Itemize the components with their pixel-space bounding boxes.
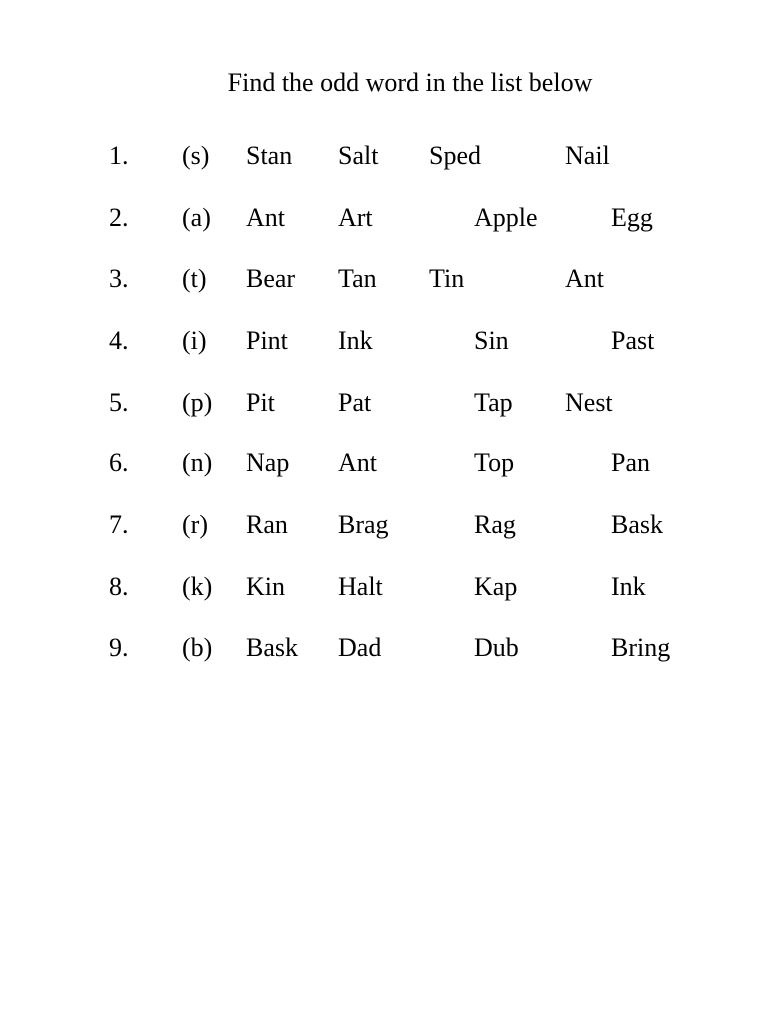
word-4: Past xyxy=(611,326,655,355)
word-1: Bask xyxy=(246,633,298,662)
word-2: Tan xyxy=(338,264,377,293)
word-4: Ink xyxy=(611,572,646,601)
word-3: Top xyxy=(474,448,515,477)
word-4: Egg xyxy=(611,203,653,232)
row-letter: (p) xyxy=(182,388,213,417)
word-4: Ant xyxy=(565,264,604,293)
row-number: 3. xyxy=(109,264,129,293)
word-1: Nap xyxy=(246,448,290,477)
exercise-row-2 xyxy=(0,201,768,235)
word-3: Kap xyxy=(474,572,518,601)
word-4: Bask xyxy=(611,510,663,539)
word-3: Rag xyxy=(474,510,516,539)
word-2: Pat xyxy=(338,388,372,417)
row-number: 1. xyxy=(109,141,129,170)
row-letter: (n) xyxy=(182,448,213,477)
word-4: Nail xyxy=(565,141,610,170)
row-number: 9. xyxy=(109,633,129,662)
word-4: Nest xyxy=(565,388,613,417)
row-number: 7. xyxy=(109,510,129,539)
row-letter: (k) xyxy=(182,572,213,601)
word-1: Pint xyxy=(246,326,288,355)
word-2: Salt xyxy=(338,141,379,170)
row-number: 2. xyxy=(109,203,129,232)
exercise-row-1 xyxy=(0,139,768,173)
word-2: Halt xyxy=(338,572,383,601)
row-letter: (s) xyxy=(182,141,210,170)
row-number: 4. xyxy=(109,326,129,355)
word-3: Sin xyxy=(474,326,509,355)
word-3: Tin xyxy=(429,264,465,293)
row-number: 5. xyxy=(109,388,129,417)
row-letter: (a) xyxy=(182,203,211,232)
row-letter: (t) xyxy=(182,264,207,293)
word-2: Brag xyxy=(338,510,389,539)
word-1: Stan xyxy=(246,141,293,170)
word-4: Bring xyxy=(611,633,671,662)
row-letter: (b) xyxy=(182,633,213,662)
word-1: Kin xyxy=(246,572,285,601)
word-2: Art xyxy=(338,203,373,232)
word-3: Sped xyxy=(429,141,481,170)
word-1: Pit xyxy=(246,388,275,417)
exercise-row-9 xyxy=(0,631,768,665)
worksheet-title: Find the odd word in the list below xyxy=(227,68,593,97)
exercise-row-6 xyxy=(0,446,768,480)
word-3: Dub xyxy=(474,633,519,662)
word-4: Pan xyxy=(611,448,650,477)
word-2: Dad xyxy=(338,633,382,662)
word-3: Apple xyxy=(474,203,538,232)
word-2: Ant xyxy=(338,448,377,477)
exercise-row-3 xyxy=(0,262,768,296)
row-number: 6. xyxy=(109,448,129,477)
row-letter: (r) xyxy=(182,510,208,539)
exercise-row-8 xyxy=(0,570,768,604)
exercise-row-4 xyxy=(0,324,768,358)
word-2: Ink xyxy=(338,326,373,355)
word-1: Ran xyxy=(246,510,288,539)
word-1: Bear xyxy=(246,264,296,293)
word-1: Ant xyxy=(246,203,285,232)
row-number: 8. xyxy=(109,572,129,601)
exercise-row-5 xyxy=(0,386,768,420)
exercise-row-7 xyxy=(0,508,768,542)
word-3: Tap xyxy=(474,388,513,417)
row-letter: (i) xyxy=(182,326,207,355)
